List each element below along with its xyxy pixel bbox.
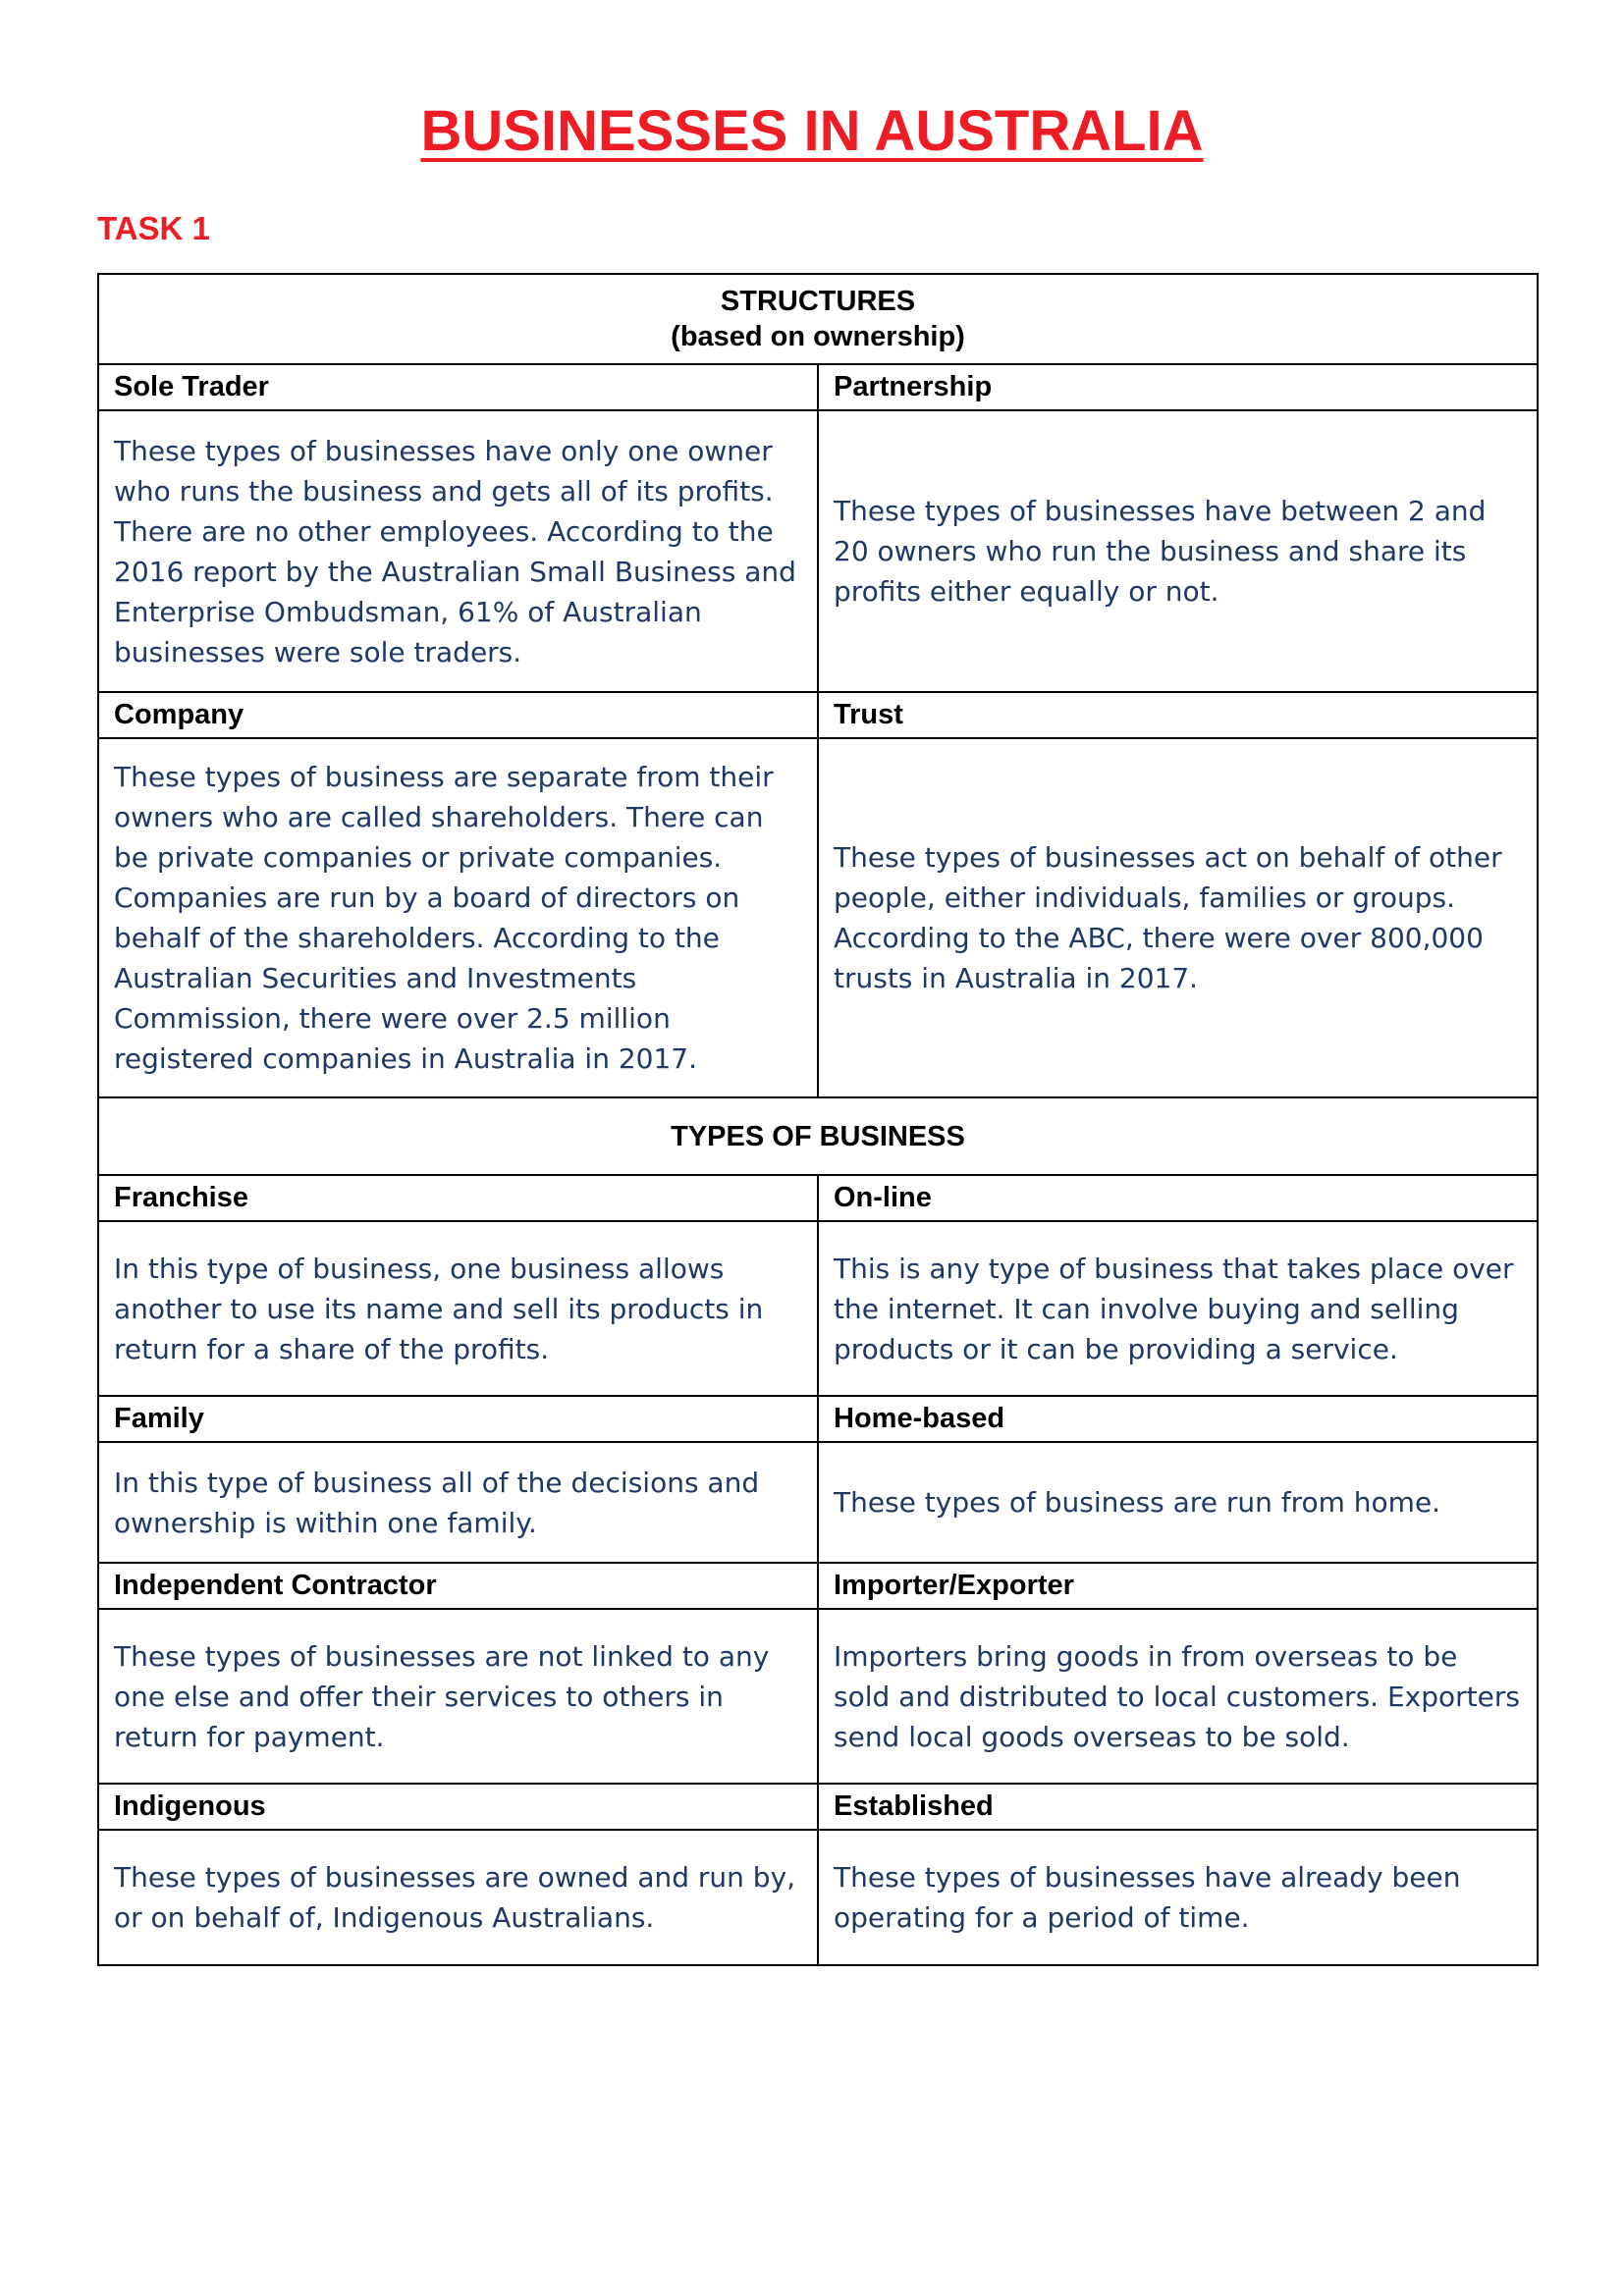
sole-trader-label: Sole Trader <box>98 364 818 410</box>
table-row <box>98 1396 1538 1442</box>
family-description: In this type of business all of the decisions and ownership is within one family. <box>98 1442 818 1563</box>
family-label: Family <box>98 1396 818 1442</box>
independent-contractor-description: These types of businesses are not linked to any one else and offer their services to others in return for payment. <box>98 1609 818 1784</box>
structures-heading: STRUCTURES <box>720 286 916 317</box>
online-description: This is any type of business that takes place over the internet. It can involve buying and selling products or it can be providing a service. <box>818 1221 1538 1396</box>
business-table <box>97 273 1539 1966</box>
table-row <box>98 1563 1538 1609</box>
established-description: These types of businesses have already been operating for a period of time. <box>818 1830 1538 1965</box>
task-label: TASK 1 <box>97 210 210 246</box>
section-header-row <box>98 274 1538 364</box>
company-label: Company <box>98 692 818 738</box>
franchise-description: In this type of business, one business allows another to use its name and sell its products in return for a share of the profits. <box>98 1221 818 1396</box>
company-description: These types of business are separate from their owners who are called shareholders. There can be private companies or private companies. Companies are run by a board of directors on behalf of the shareholders. According to the Australian Securities and Investments Commission, there were over 2.5 million registered companies in Australia in 2017. <box>98 738 818 1097</box>
importer-exporter-description: Importers bring goods in from overseas to be sold and distributed to local customers. Exporters send local goods overseas to be sold. <box>818 1609 1538 1784</box>
table-row <box>98 692 1538 738</box>
page-title: BUSINESSES IN AUSTRALIA <box>420 99 1204 163</box>
established-label: Established <box>818 1784 1538 1830</box>
home-based-description: These types of business are run from home. <box>818 1442 1538 1563</box>
table-row <box>98 1830 1538 1965</box>
partnership-label: Partnership <box>818 364 1538 410</box>
section-header-row <box>98 1097 1538 1175</box>
franchise-label: Franchise <box>98 1175 818 1221</box>
trust-description: These types of businesses act on behalf of other people, either individuals, families or groups. According to the ABC, there were over 800,000 trusts in Australia in 2017. <box>818 738 1538 1097</box>
sole-trader-description: These types of businesses have only one owner who runs the business and gets all of its profits. There are no other employees. According to the 2016 report by the Australian Small Business and Enterprise Ombudsman, 61% of Australian businesses were sole traders. <box>98 410 818 692</box>
table-row <box>98 1221 1538 1396</box>
table-row <box>98 1175 1538 1221</box>
trust-label: Trust <box>818 692 1538 738</box>
partnership-description: These types of businesses have between 2 and 20 owners who run the business and share its profits either equally or not. <box>818 410 1538 692</box>
online-label: On-line <box>818 1175 1538 1221</box>
indigenous-description: These types of businesses are owned and run by, or on behalf of, Indigenous Australians. <box>98 1830 818 1965</box>
importer-exporter-label: Importer/Exporter <box>818 1563 1538 1609</box>
home-based-label: Home-based <box>818 1396 1538 1442</box>
structures-heading-cell <box>98 274 1538 364</box>
table-row <box>98 1442 1538 1563</box>
indigenous-label: Indigenous <box>98 1784 818 1830</box>
types-heading: TYPES OF BUSINESS <box>98 1097 1538 1175</box>
structures-subheading: (based on ownership) <box>671 321 965 352</box>
independent-contractor-label: Independent Contractor <box>98 1563 818 1609</box>
table-row <box>98 738 1538 1097</box>
table-row <box>98 1609 1538 1784</box>
table-row <box>98 410 1538 692</box>
table-row <box>98 364 1538 410</box>
table-row <box>98 1784 1538 1830</box>
